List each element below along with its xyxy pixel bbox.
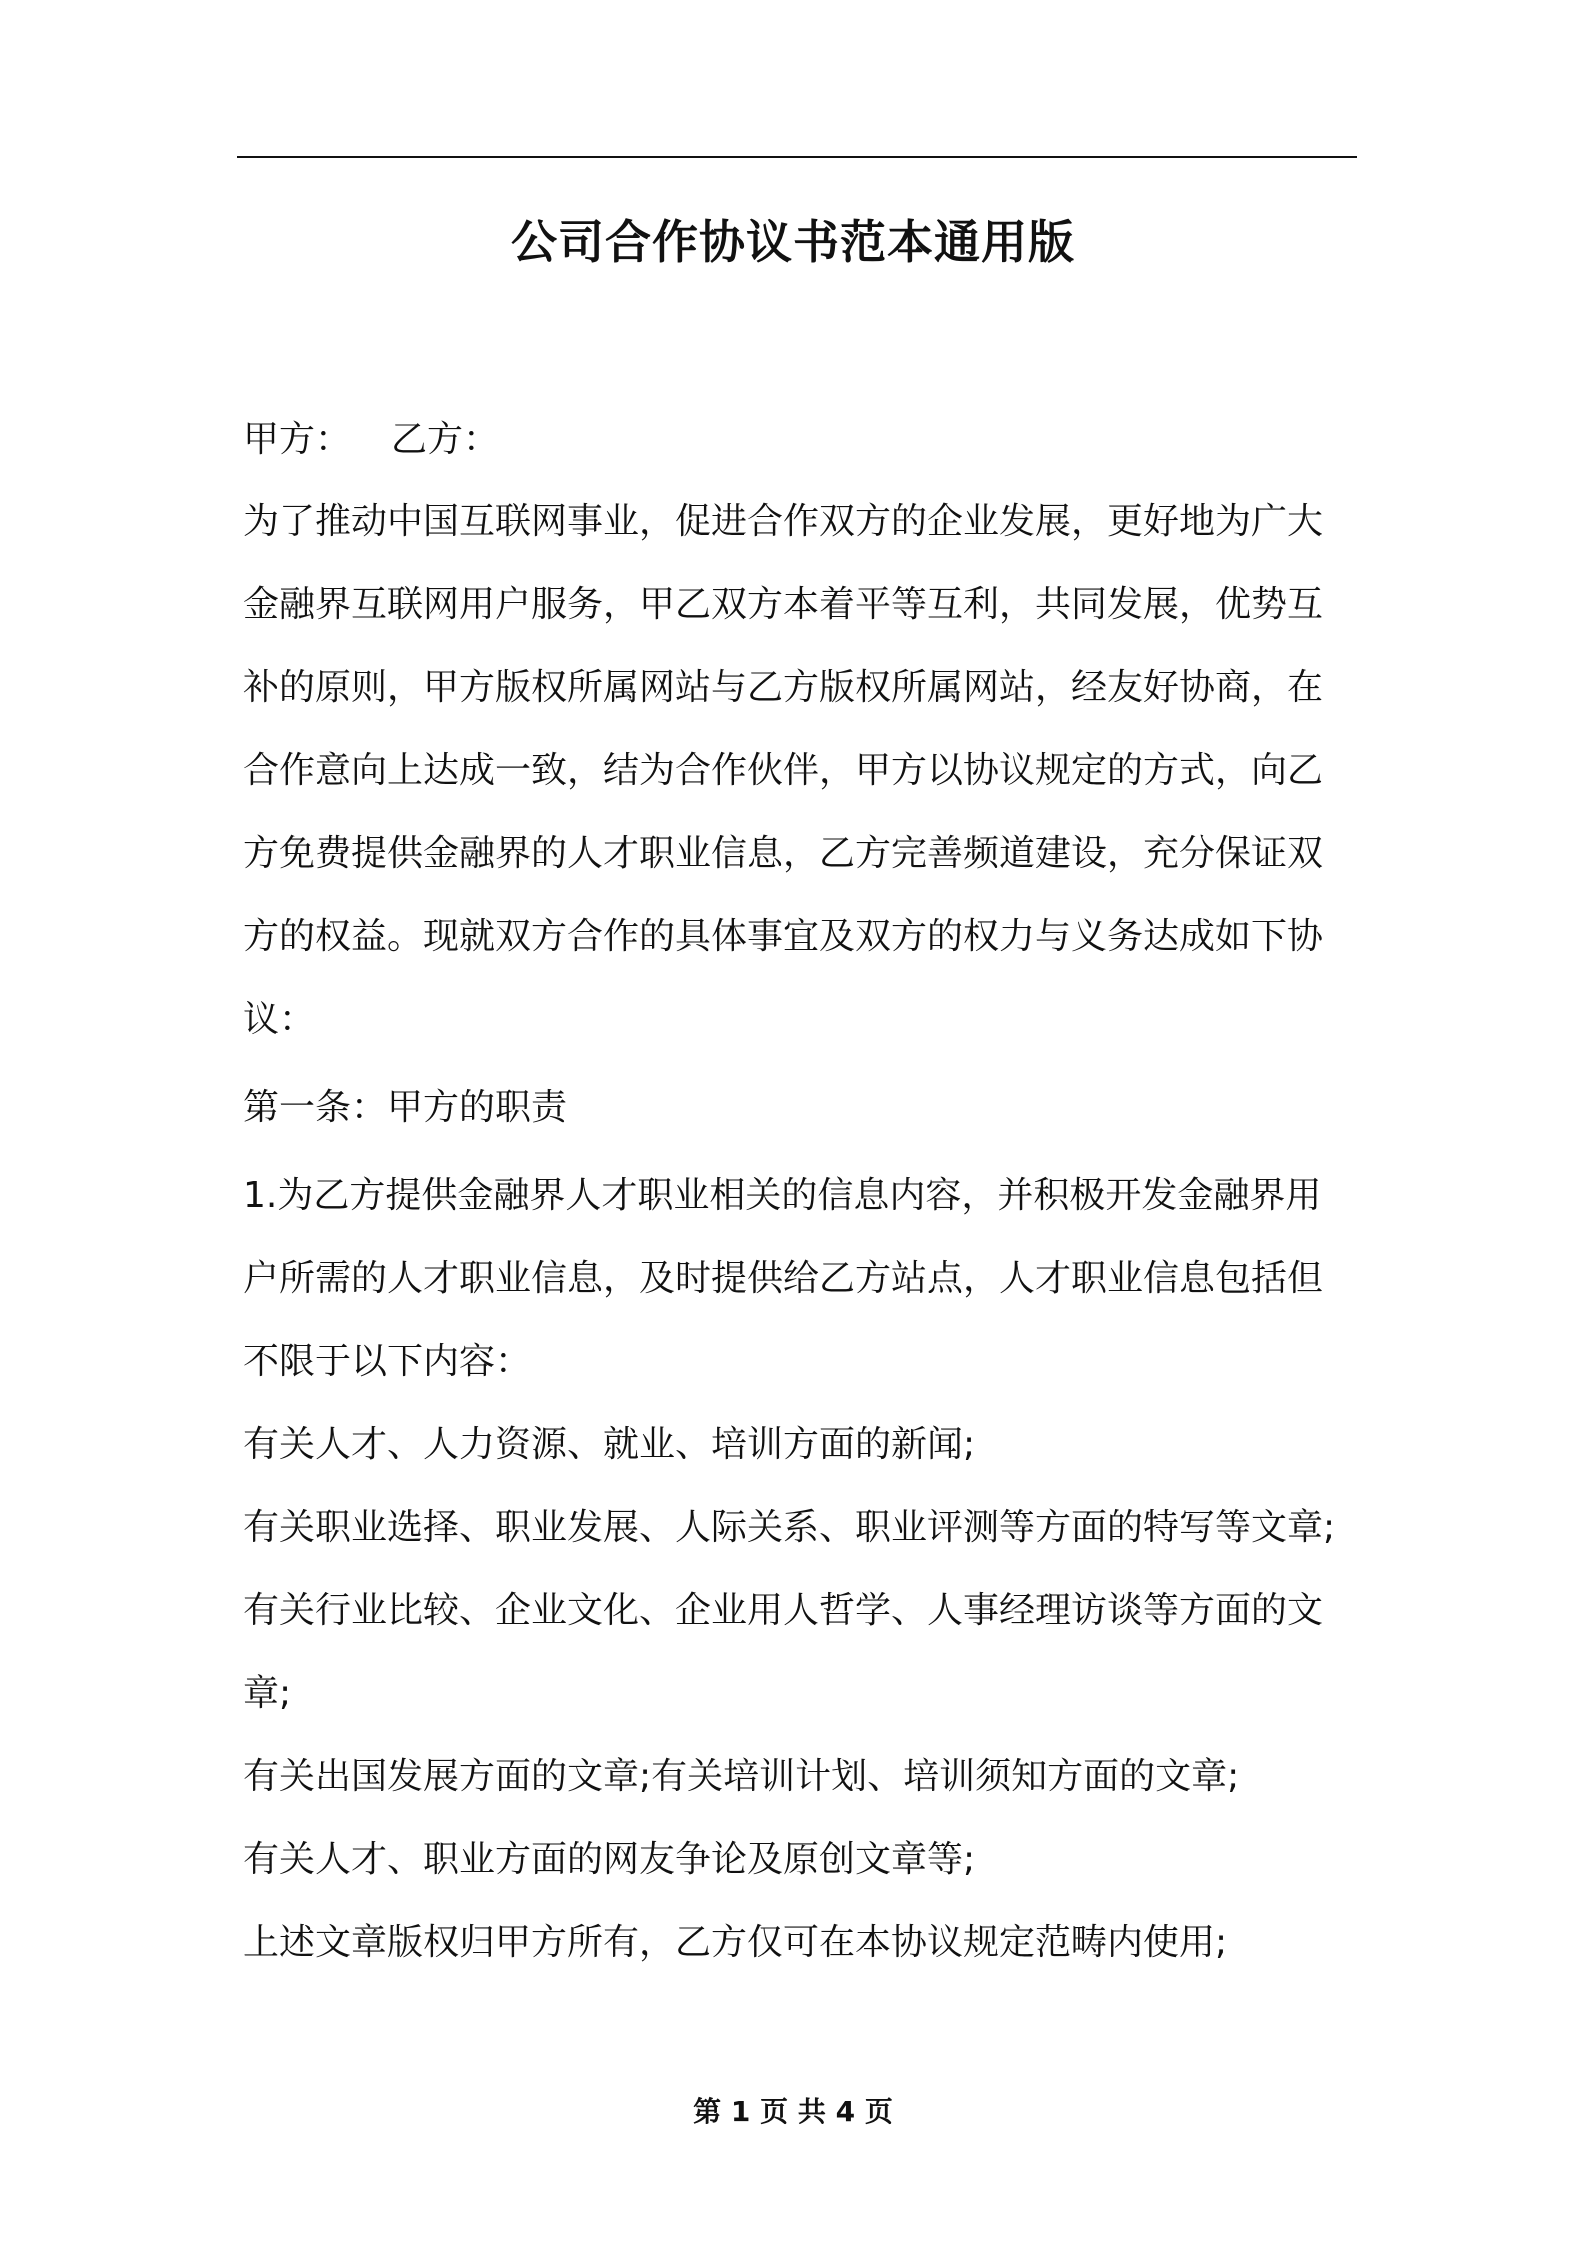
intro-line: 议： [243,999,316,1040]
document-title: 公司合作协议书范本通用版 [511,215,1075,269]
content-item: 有关出国发展方面的文章;有关培训计划、培训须知方面的文章; [243,1756,1240,1797]
content-item: 有关行业比较、企业文化、企业用人哲学、人事经理访谈等方面的文 [243,1590,1324,1631]
intro-line: 方的权益。现就双方合作的具体事宜及双方的权力与义务达成如下协 [243,916,1324,957]
content-item: 章; [243,1673,292,1714]
parties-line [243,398,1355,481]
party-a-label: 甲方： [243,419,352,460]
content-item: 有关职业选择、职业发展、人际关系、职业评测等方面的特写等文章; [243,1507,1336,1548]
intro-line: 方免费提供金融界的人才职业信息，乙方完善频道建设，充分保证双 [243,833,1324,874]
intro-line: 补的原则，甲方版权所属网站与乙方版权所属网站，经友好协商，在 [243,667,1324,708]
intro-line: 为了推动中国互联网事业，促进合作双方的企业发展，更好地为广大 [243,501,1324,542]
clause-line: 户所需的人才职业信息，及时提供给乙方站点，人才职业信息包括但 [243,1258,1324,1299]
clause-line: 不限于以下内容： [243,1341,532,1382]
party-b-label: 乙方： [391,419,500,460]
clause-line: 1.为乙方提供金融界人才职业相关的信息内容，并积极开发金融界用 [243,1175,1322,1216]
intro-line: 合作意向上达成一致，结为合作伙伴，甲方以协议规定的方式，向乙 [243,750,1324,791]
content-item: 上述文章版权归甲方所有，乙方仅可在本协议规定范畴内使用; [243,1922,1228,1963]
content-item: 有关人才、人力资源、就业、培训方面的新闻; [243,1424,976,1465]
intro-line: 金融界互联网用户服务，甲乙双方本着平等互利，共同发展，优势互 [243,584,1324,625]
article-1-heading: 第一条：甲方的职责 [243,1087,568,1128]
content-item: 有关人才、职业方面的网友争论及原创文章等; [243,1839,976,1880]
header-rule [237,156,1357,158]
page-number: 第 1 页 共 4 页 [693,2095,893,2128]
